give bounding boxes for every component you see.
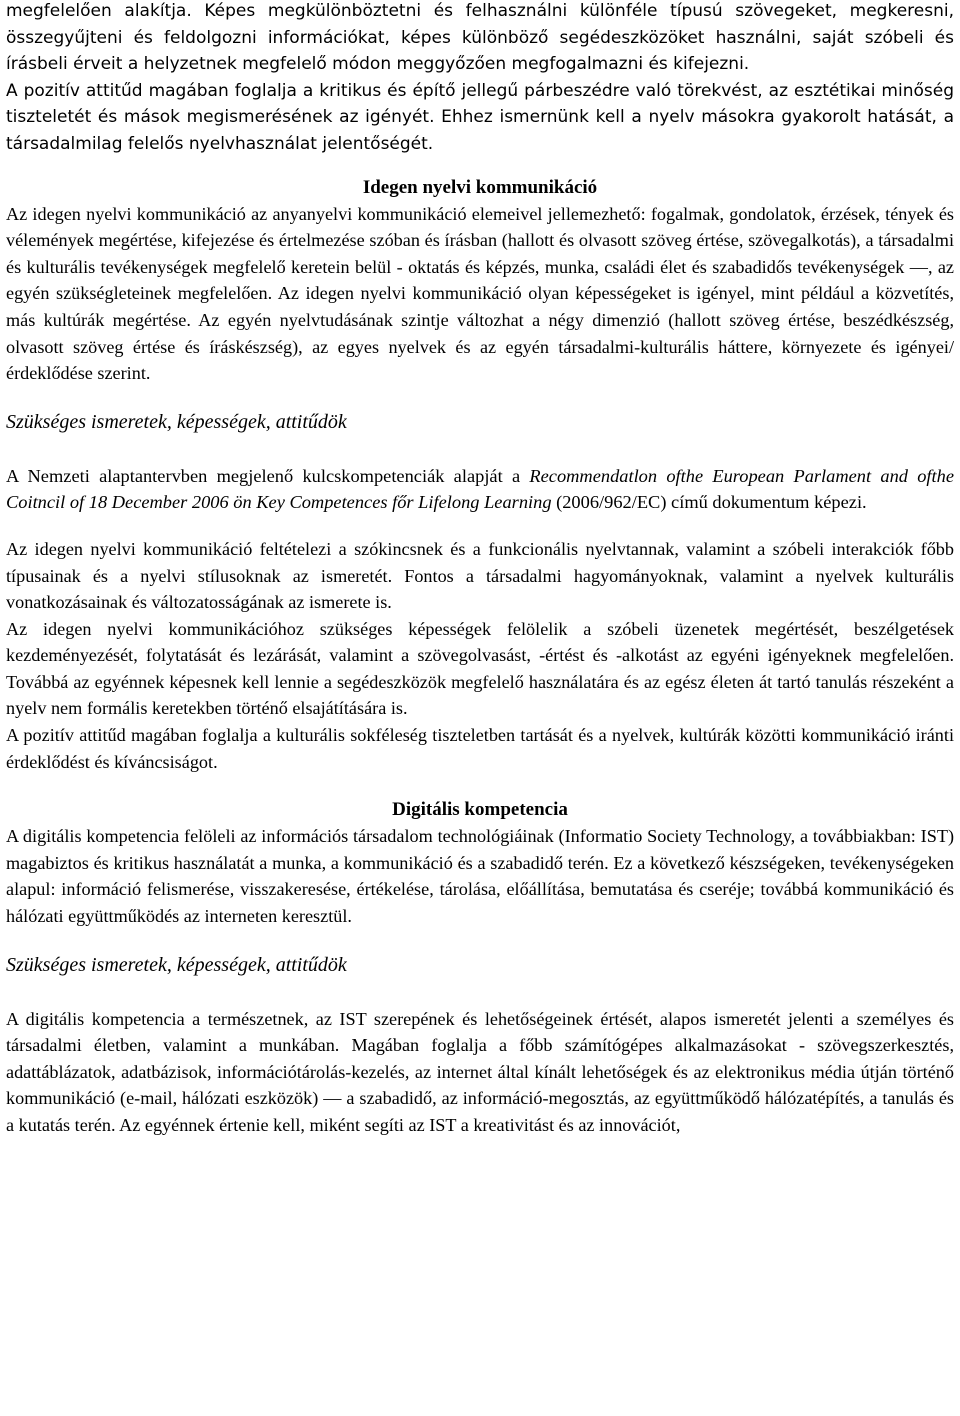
recommendation-text-end: (2006/962/EC) című dokumentum képezi. <box>551 492 867 513</box>
paragraph-positive-attitude: A pozitív attitűd magában foglalja a kritikus és építő jellegű párbeszédre való törekvést, az esztétikai minőség tiszteletét és mások megismerésének az igényét. Ehhez ismernünk kell a nyelv másokra gyakorolt hatását, a társadalmilag felelős nyelvhasználat jelentőségét. <box>6 80 954 154</box>
paragraph-skills: Az idegen nyelvi kommunikációhoz szükséges képességek felölelik a szóbeli üzenetek megértését, beszélgetések kezdeményezését, folytatását és lezárását, valamint a szövegolvasást, -értést és -alkotást az egyéni igényeknek megfelelően. Továbbá az egyénnek képesnek kell lennie a segédeszközök megfelelő használatára és az egész életen át tartó tanulás részeként a nyelv nem formális keretekben történő elsajátítására is. <box>6 618 954 719</box>
section-heading-digital-competence: Digitális kompetencia <box>392 799 568 821</box>
recommendation-text-start: A Nemzeti alaptantervben megjelenő kulcskompetenciák alapját a <box>6 465 530 486</box>
paragraph-cultural-attitude: A pozitív attitűd magában foglalja a kulturális sokféleség tiszteletben tartását és a nyelvek, kultúrák közötti kommunikáció iránti érdeklődést és kíváncsiságot. <box>6 725 954 772</box>
subheading-knowledge-skills-digital: Szükséges ismeretek, képességek, attitűdök <box>6 953 347 976</box>
paragraph-foreign-language-definition: Az idegen nyelvi kommunikáció az anyanyelvi kommunikáció elemeivel jellemezhető: fogalmak, gondolatok, érzések, tények és vélemények megértése, kifejezése és értelmezése szóban és írásban (hallott és olvasott szöveg értése, szövegalkotás), a társadalmi és kulturális tevékenységek megfelelő keretein belül - oktatás és képzés, munka, családi élet és szabadidős tevékenységek —, az egyén szükségleteinek megfelelően. Az idegen nyelvi kommunikáció olyan képességeket is igényel, mint például a közvetítés, más kultúrák megértése. Az egyén nyelvtudásának szintje változhat a négy dimenzió (hallott szöveg értése, beszédkészség, olvasott szöveg értése és íráskészség), az egyes nyelvek és az egyén társadalmi-kulturális háttere, környezete és igényei/érdeklődése szerint. <box>6 203 954 384</box>
paragraph-intro-end: megfelelően alakítja. Képes megkülönböztetni és felhasználni különféle típusú szövegeket, megkeresni, összegyűjteni és feldolgozni információkat, képes különböző segédeszközöket használni, saját szóbeli és írásbeli érveit a helyzetnek megfelelő módon meggyőzően megfogalmazni és kifejezni. <box>6 1 954 75</box>
paragraph-digital-knowledge: A digitális kompetencia a természetnek, az IST szerepének és lehetőségeinek értését, alapos ismeretét jelenti a személyes és társadalmi életben, valamint a munkában. Magában foglalja a főbb számítógépes alkalmazásokat - szövegszerkesztés, adattáblázatok, adatbázisok, információtárolás-kezelés, az internet által kínált lehetőségek és az elektronikus média útján történő kommunikáció (e-mail, hálózati eszközök) — a szabadidő, az információ-megosztás, az együttműködő hálózatépítés, a tanulás és a kutatás terén. Az egyénnek értenie kell, miként segíti az IST a kreativitást és az innovációt, <box>6 1008 954 1135</box>
section-heading-foreign-language: Idegen nyelvi kommunikáció <box>362 176 598 198</box>
paragraph-recommendation <box>6 463 954 516</box>
paragraph-vocabulary-grammar: Az idegen nyelvi kommunikáció feltételezi a szókincsnek és a funkcionális nyelvtannak, valamint a szóbeli interakciók főbb típusainak és a nyelvi stílusoknak az ismeretét. Fontos a társadalmi hagyományoknak, valamint a nyelvek kulturális vonatkozásainak és változatosságának az ismerete is. <box>6 538 954 613</box>
subheading-knowledge-skills: Szükséges ismeretek, képességek, attitűdök <box>6 410 347 433</box>
recommendation-title: Recommendatlon ofthe European Parlament and ofthe Coitncil of 18 December 2006 ön Key Competences főr Lifelong Learning <box>6 465 954 513</box>
paragraph-digital-definition: A digitális kompetencia felöleli az információs társadalom technológiáinak (Informatio Society Technology, a továbbiakban: IST) magabiztos és kritikus használatát a munka, a kommunikáció és a szabadidő terén. Ez a következő készségeken, tevékenységeken alapul: információ felismerése, visszakeresése, értékelése, tárolása, előállítása, bemutatása és cseréje; továbbá kommunikáció és hálózati együttműködés az interneten keresztül. <box>6 826 954 927</box>
